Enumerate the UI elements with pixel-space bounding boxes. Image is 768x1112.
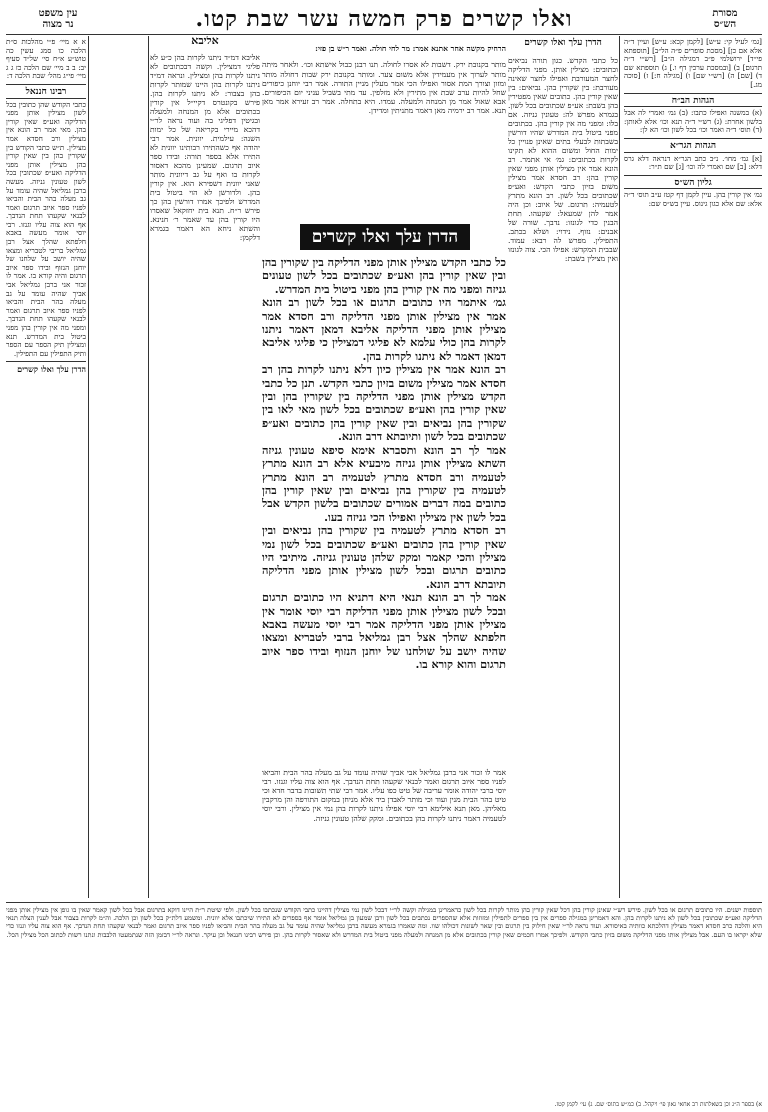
- page-header: [8, 6, 760, 36]
- gemara-paragraph: אמר לך רב הונא תנאי היא דתניא היו כתובים תרגום ובכל לשון מצילין אותן מפני הדליקה רבי יוסי אומר אין מצילין אותן מפני הדליקה אמר רבי יוסי מעשה באבא חלפתא שהלך אצל רבן גמליאל ברבי לטבריא ומצאו שהיה יושב על שולחנו של יוחנן הנזוף ובידו ספר איוב תרגום והוא קורא בו.: [262, 590, 506, 672]
- gemara-paragraph: אמר לך רב הונא ותסברא אימא סיפא טעונין גניזה השתא מצילין אותן גניזה מיבעיא אלא רב הונא מתרץ לטעמיה ורב חסדא מתרץ לטעמיה רב הונא מתרץ לטעמיה בין שקורין בהן נביאים ובין שאין קורין בהן כתובים במה דברים אמורים שכתובים בלשון הקדש אבל בכל לשון אין מצילין ואפילו הכי גניזה בעו.: [262, 442, 506, 524]
- chapter-end-note: הדרן עלך ואלו קשרים: [17, 364, 86, 375]
- divider: [624, 93, 762, 94]
- page-title: ואלו קשרים פרק חמשה עשר שבת קטו.: [195, 6, 573, 32]
- header-rule: [6, 34, 762, 35]
- divider: [624, 138, 762, 139]
- gemara-paragraph: רב חסדא מתרץ לטעמיה בין שקורין בהן נביאים ובין שאין קורין בהן כתובים ואע״פ שכתובים בכל לשון נמי מצילין והכי קאמר ומקק שלהן טעונין גניזה. מיתיבי היו כתובים תרגום ובכל לשון מצילין אותן מפני הדליקה תיובתא דרב הונא.: [262, 523, 506, 591]
- rashi-text: כל כתבי הקדש. כגון תורה נביאים וכתובים: מצילין אותן. מפני הדליקה לחצר המעורבת ואפילו לחצר שאינה מעורבת: בין שקורין בהן. נביאים: בין שאין קורין בהן. כתובים שאין מפטירין בהן בשבת: אע״פ שכתובים בכל לשון. בגמרא מפרש לה: טעונין גניזה. אם בלו: ומפני מה אין קורין בהן. בכתובים מפני ביטול בית המדרש שהיו דורשין בשבתות לבעלי בתים שאינן פנויין כל ימות החול ומשום ההוא לא תקינו לקרות בכתובים: גמ׳ אי אתמר. רב הונא אמר אין מצילין אותן מפני שאין קורין בהן: רב חסדא אמר מצילין משום בזיון כתבי הקדש: ואע״פ שכתובים בכל לשון. רב הונא מתרץ לטעמיה: תרגום. של איוב: וכן היה אמר להן שמעאל: שקעהו. תחת הבנין כדי לגונזו: נדבך. שורה של אבנים: נזוף. נידוי: ושלא בכתב. התפילין. מפרש לה רבא: עמוד. שבבית המקדש: אפילו הכי. צוה לגונזו ואין מצילין בשבת:: [508, 55, 618, 263]
- mishnah-paragraph: כל כתבי הקדש מצילין אותן מפני הדליקה בין שקורין בהן ובין שאין קורין בהן ואע״פ שכתובים בכל לשון טעונים גניזה ומפני מה אין קורין בהן מפני ביטול בית המדרש.: [262, 256, 506, 296]
- gemara-bottom-block: [262, 760, 506, 896]
- tosafot-text: אליבא דמ״ד ניתנו לקרות בהן כ״ע לא פליגי דמצילין. וקשה דבכתובים לא ניתנו לקרות בהן ומצילין. ונראה דמ״ד ניתנו לקרות בהן היינו שמותר לקרות בהן בצבור: לא ניתנו לקרות בהן. פירש בקונטרס דקיי״ל אין קורין בכתובים אלא מן המנחה ולמעלה ובגיטין דפליגי בה ועוד נראה לר״י דהכא מיירי בקריאה של כל ימות השנה: עילמית. יוונית. אמר רבי יהודה אף כשהתירו רבותינו יוונית לא התירו אלא בספר תורה: ובידו ספר איוב תרגום. שמעינן מהכא דאסור לקרות בו ואף על גב דיוונית מותר שאני יוונית דשפירא הוא. אין קורין בהן. ולדורשן לא הוי ביטול בית המדרש ולפיכך אמרו דורשין בהן כך פירש ר״ח. תנא בית יחזקאל שאסרו היו קורין בהן עד שאמר ר׳ חנינא. והשתא ניחא הא דאמר בגמרא דלקמן:: [150, 52, 260, 242]
- hagahot-habach-heading: הגהות הב״ח: [624, 97, 762, 108]
- tosafot-heading: אליבא: [191, 36, 219, 47]
- masoret-text: [גמ׳ לעיל קי: ע״ש] [לקמן קכא: ע״ש] ועיין ד״ה אלא אם כן] [מסכת סופרים פ״ה הל״ב] [תוספתא פי״ד] ירושלמי פ״ב דמגילה ה״ב] [רש״י ד״ה תרגום] ב) [ובמסכת ערכין דף ו.] ג) תוספתא שם ד) [שם] ה) [רש״י שם] ו) [מגילה ח:] ז) [סוכה מג.]: [624, 38, 762, 89]
- gemara-top-text: מותר בקנובת ירק. דשבות לא אסרו לחולה. תנו רבנן כבול אישתא וכו׳. ולאחר מיתה מותר לערוך אין מעמידין אלא משום צער. ומותר בקנובת ירק שבות דחולה מותר ומזון וצורך המת אסור ואפילו הכי אמר מעלין מניין התורה. אמר רבי יוחנן כיפורים שחל להיות ערב שבת אין מתירין ולא מזלפין. עד מתי בשביל עניני יום הכיפורים. אבא שאול אמר מן המנחה ולמעלה. עמדו. היא בתחלה. אמר רב זעירא אמר מאן תנא. אמר רב ירמיה מאן דאמר מתניתין ומדידן.: [262, 60, 506, 116]
- gilyon-hashas-heading: גליון הש״ס: [624, 179, 762, 190]
- ein-mishpat-text: א א מיי׳ פ״י מהלכות ס״ת הלכה כו סמג עשין כה טוש״ע א״ח סי׳ של״ד סעיף יב: ב ב מיי׳ שם הלכה כז ג ג מיי׳ פי״ג מהל׳ שבת הלכה ד:: [6, 38, 86, 81]
- chapter-end-banner: הדרן עלך ואלו קשרים: [300, 224, 470, 250]
- bottom-commentary-text: תוספות ישנים. היו כתובים תרגום או בכל לשון. פירש רש״י שאינן קורין בהן דכל שאין קורין בהן מותר לקרות בכל לשון כדאמרינן במגילה וקשה לר״י דבכל לשון נמי מצילין דהיינו כתבי הקודש שנכתבו בכל לשון. ולפי שיטת ר״ת היינו דוקא בתרגום אבל בכל לשון קאמר שאין בו גופן אין מצילין אותן מפני הדליקה ואע״פ שכתובין בכל לשון לא ניתנו לקרות בהן. והא דאמרינן במגילה ספרים אין בין ספרים לתפילין ומזוזות אלא שהספרים נכתבים בכל לשון ורבן שמעון בן גמליאל אומר אף בספרים לא התירו שיכתבו אלא יוונית. ומשמע דלת״ק בכל לשון וכן הלכה. וה״מ לקרות בצבור אבל לענין הצלה תנאי היא והלכה כרב חסדא דאמר מצילין דהלכתא כוותיה באיסורא. ועוד נראה לר״י שאין חילוק בין תרגום ובין שאר לשונות דכולהו שוו. ומה שאמרו בגמרא מעשה ברבן גמליאל שהיה עומד על גב מעלה בהר הבית והביאו לפניו ספר איוב תרגום ואמר לבנאי שקעהו תחת הנדבך. אף הוא צוה עליו וגנזו כדי שלא יקראו בו העם. אבל מצילין אותו מפני הדליקה משום בזיון כתבי הקודש. ולפיכך אמרו חכמים שאין קורין בכתובים אלא מן המנחה ולמעלה מפני ביטול בית המדרש ולא שאסור לקרות בהן. וכן פירש רבינו חננאל וכן עיקר. ונראה לר״י דבזמן הזה שנתמעטו הלבבות ונתנו רשות לכתוב הכל מצילין הכל.: [6, 906, 762, 939]
- gemara-paragraph: רב הונא אמר אין מצילין כיון דלא ניתנו לקרות בהן רב חסדא אמר מצילין משום בזיון כתבי הקדש. תנן כל כתבי הקדש מצילין אותן מפני הדליקה בין שקורין בהן ובין שאין קורין בהן ואע״פ שכתובים בכל לשון מאי לאו בין שקורין בהן נביאים ובין שאין קורין בהן כתובים ואע״פ שכתובים בכל לשון ותיובתא דרב הונא.: [262, 362, 506, 444]
- divider: [6, 84, 86, 85]
- left-margin-column: [6, 38, 86, 896]
- divider: [6, 361, 86, 362]
- tosafot-column: [150, 36, 260, 896]
- gemara-bottom-text: אמר לו זכור אני ברבן גמליאל אבי אביך שהיה עומד על גב מעלה בהר הבית והביאו לפניו ספר איוב תרגום ואמר לבנאי שקעהו תחת הנדבך. אף הוא צוה עליו וגנזו. רבי יוסי ברבי יהודה אומר עריבה של טיט כפו עליו. אמר רבי שתי תשובות בדבר חדא וכי טיט בהר הבית מנין ועוד וכי מותר לאבדן ביד אלא מניחן במקום התורפה והן מרקבין מאליהן. מאן תנא אילימא רבי יוסי אפילו ניתנו לקרות בהן נמי אין מצילין. ורבי יוסי לטעמיה דאמר ניתנו לקרות בהן בכתובים. ומקק שלהן טעונין גניזה.: [262, 767, 506, 823]
- right-margin-column: [624, 38, 762, 896]
- ein-mishpat-label: עין משפט נר מצוה: [38, 8, 78, 30]
- gemara-top-side: הרחיק מקשה אחר אתנא אמר: מר לחי חולה. ואמר ר״ש בן פזי:: [315, 43, 506, 53]
- divider: [624, 175, 762, 176]
- right-column-rule: [619, 36, 620, 898]
- masoret-hashas-label: מסורת הש״ס: [712, 8, 738, 30]
- gemara-top-block: [262, 36, 506, 222]
- hagahot-hagra-text: [א] גמ׳ מחו׳. נ״ב כתב הגר״א דנראה דלא גרס דלא: [ב] שם ואמרי לה וכו׳ [ג] שם ת״ר:: [624, 153, 762, 172]
- rabbenu-chananel-heading: רבינו חננאל: [6, 88, 86, 99]
- hagahot-hagra-heading: הגהות הגר״א: [624, 142, 762, 153]
- gilyon-hashas-text: גמ׳ אין קורין בהן. עיין לקמן דף קטז ע״ב תוס׳ ד״ה אלא: שם אלא כגון גינוס. עיין בש״ס שם:: [624, 190, 762, 208]
- rashi-heading: הדרן עלך ואלו קשרים: [524, 38, 602, 48]
- footnote: א) בספר ה״ג וכן בשאלתות רב אחאי גאון פי׳ ויקהל. ב) כמ״ש בתוס׳ שם. ג) עי׳ לקמן קטז.: [554, 1101, 762, 1108]
- gemara-main-text: [262, 256, 506, 756]
- rabbenu-chananel-text: כתבי הקודש שהן כתובין בכל לשון מצילין אותן מפני הדליקה ואע״פ שאין קורין בהן. מאי אמר רב הונא אין מצילין ורב חסדא אמר מצילין. ת״ש כתבי הקודש בין שקורין בהן בין שאין קורין בהן מצילין אותן מפני הדליקה ואע״פ שכתובין בכל לשון טעונין גניזה. מעשה ברבן גמליאל שהיה עומד על גב מעלה בהר הבית והביאו לפניו ספר איוב תרגום ואמר לבנאי שקעהו תחת הנדבך. אף הוא צוה עליו וגנזו. רבי יוסי אומר מעשה באבא חלפתא שהלך אצל רבן גמליאל בריבי לטבריא ומצאו שהיה יושב על שלחנו של יוחנן הנזוף ובידו ספר איוב תרגום והיה קורא בו. אמר לו זכור אני ברבן גמליאל אבי אביך שהיה עומד על גב מעלה בהר הבית והביאו לפניו ספר איוב תרגום ואמר לבנאי שקעהו תחת הנדבך. ומפני מה אין קורין בהן מפני ביטול בית המדרש. תנא ומצילין תיק הספר עם הספר ותיק התפילין עם התפילין.: [6, 99, 86, 358]
- left-column-rule: [88, 36, 89, 898]
- gemara-paragraph: גמ׳ איתמר היו כתובים תרגום או בכל לשון רב הונא אמר אין מצילין אותן מפני הדליקה ורב חסדא אמר מצילין אותן מפני הדליקה אליבא דמאן דאמר ניתנו לקרות בהן כולי עלמא לא פליגי דמצילין כי פליגי אליבא דמאן דאמר לא ניתנו לקרות בהן.: [262, 295, 506, 363]
- left-column-rule-2: [148, 36, 149, 898]
- hagahot-habach-text: (א) במשנה ואפילו כתבו: (ב) גמ׳ ואמרי לה אבל בלשון אחרת: (ג) רש״י ד״ה תנא וכו׳ אלא לאותן: (ד) תוס׳ ד״ה ואמר וכו׳ בכל לשון וכו׳ הא לן:: [624, 108, 762, 135]
- main-talmud-page: [150, 36, 618, 898]
- bottom-commentary: [6, 902, 762, 1106]
- rashi-column: [508, 36, 618, 896]
